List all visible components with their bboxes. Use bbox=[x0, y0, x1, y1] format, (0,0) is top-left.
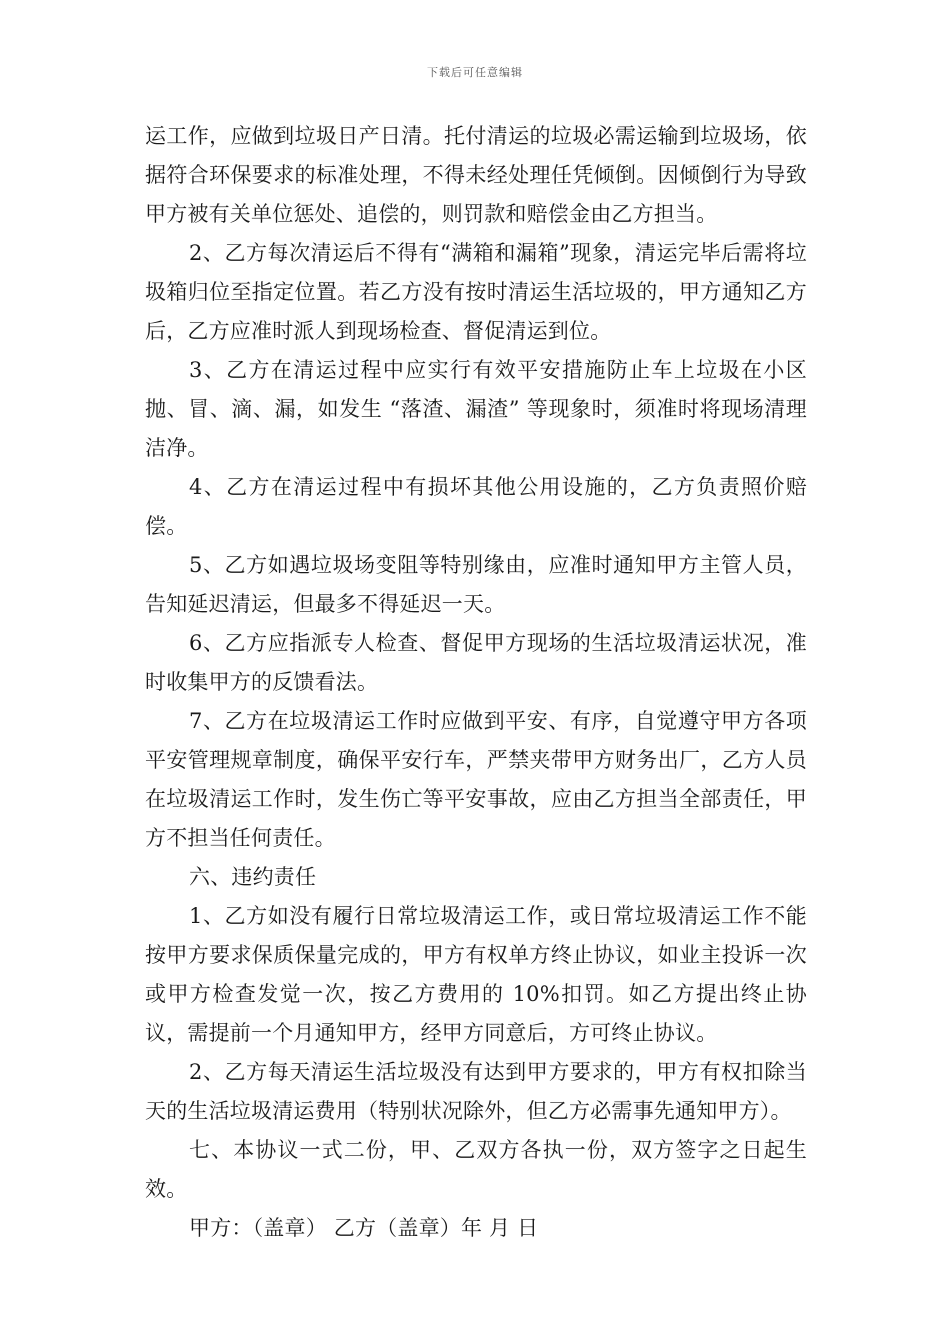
clause-2: 2、乙方每次清运后不得有“满箱和漏箱”现象，清运完毕后需将垃圾箱归位至指定位置。若乙方没有按时清运生活垃圾的，甲方通知乙方后，乙方应准时派人到现场检查、督促清运到位。 bbox=[145, 241, 807, 343]
clause-7: 7、乙方在垃圾清运工作时应做到平安、有序，自觉遵守甲方各项平安管理规章制度，确保平安行车，严禁夹带甲方财务出厂，乙方人员在垃圾清运工作时，发生伤亡等平安事故，应由乙方担当全部责任，甲方不担当任何责任。 bbox=[145, 709, 807, 850]
clause-4: 4、乙方在清运过程中有损坏其他公用设施的，乙方负责照价赔偿。 bbox=[145, 475, 807, 538]
breach-clause-1: 1、乙方如没有履行日常垃圾清运工作，或日常垃圾清运工作不能按甲方要求保质保量完成的，甲方有权单方终止协议，如业主投诉一次或甲方检查发觉一次，按乙方费用的 10%扣罚。如乙方提出终止协议，需提前一个月通知甲方，经甲方同意后，方可终止协议。 bbox=[145, 904, 807, 1045]
section-heading-breach: 六、违约责任 bbox=[189, 865, 317, 889]
breach-clause-2: 2、乙方每天清运生活垃圾没有达到甲方要求的，甲方有权扣除当天的生活垃圾清运费用（特别状况除外，但乙方必需事先通知甲方）。 bbox=[145, 1060, 807, 1123]
section-copies-effective: 七、本协议一式二份，甲、乙双方各执一份，双方签字之日起生效。 bbox=[145, 1138, 807, 1201]
clause-5: 5、乙方如遇垃圾场变阻等特别缘由，应准时通知甲方主管人员，告知延迟清运，但最多不得延迟一天。 bbox=[145, 553, 807, 616]
signature-line: 甲方：（盖章） 乙方（盖章）年 月 日 bbox=[189, 1216, 539, 1240]
page-header-note: 下载后可任意编辑 bbox=[427, 66, 523, 79]
clause-6: 6、乙方应指派专人检查、督促甲方现场的生活垃圾清运状况，准时收集甲方的反馈看法。 bbox=[145, 631, 807, 694]
paragraph-continuation: 运工作，应做到垃圾日产日清。托付清运的垃圾必需运输到垃圾场，依据符合环保要求的标准处理，不得未经处理任凭倾倒。因倾倒行为导致甲方被有关单位惩处、追偿的，则罚款和赔偿金由乙方担当。 bbox=[145, 124, 807, 226]
clause-3: 3、乙方在清运过程中应实行有效平安措施防止车上垃圾在小区抛、冒、滴、漏，如发生 “落渣、漏渣” 等现象时，须准时将现场清理洁净。 bbox=[145, 358, 807, 460]
document-body bbox=[145, 117, 807, 1248]
